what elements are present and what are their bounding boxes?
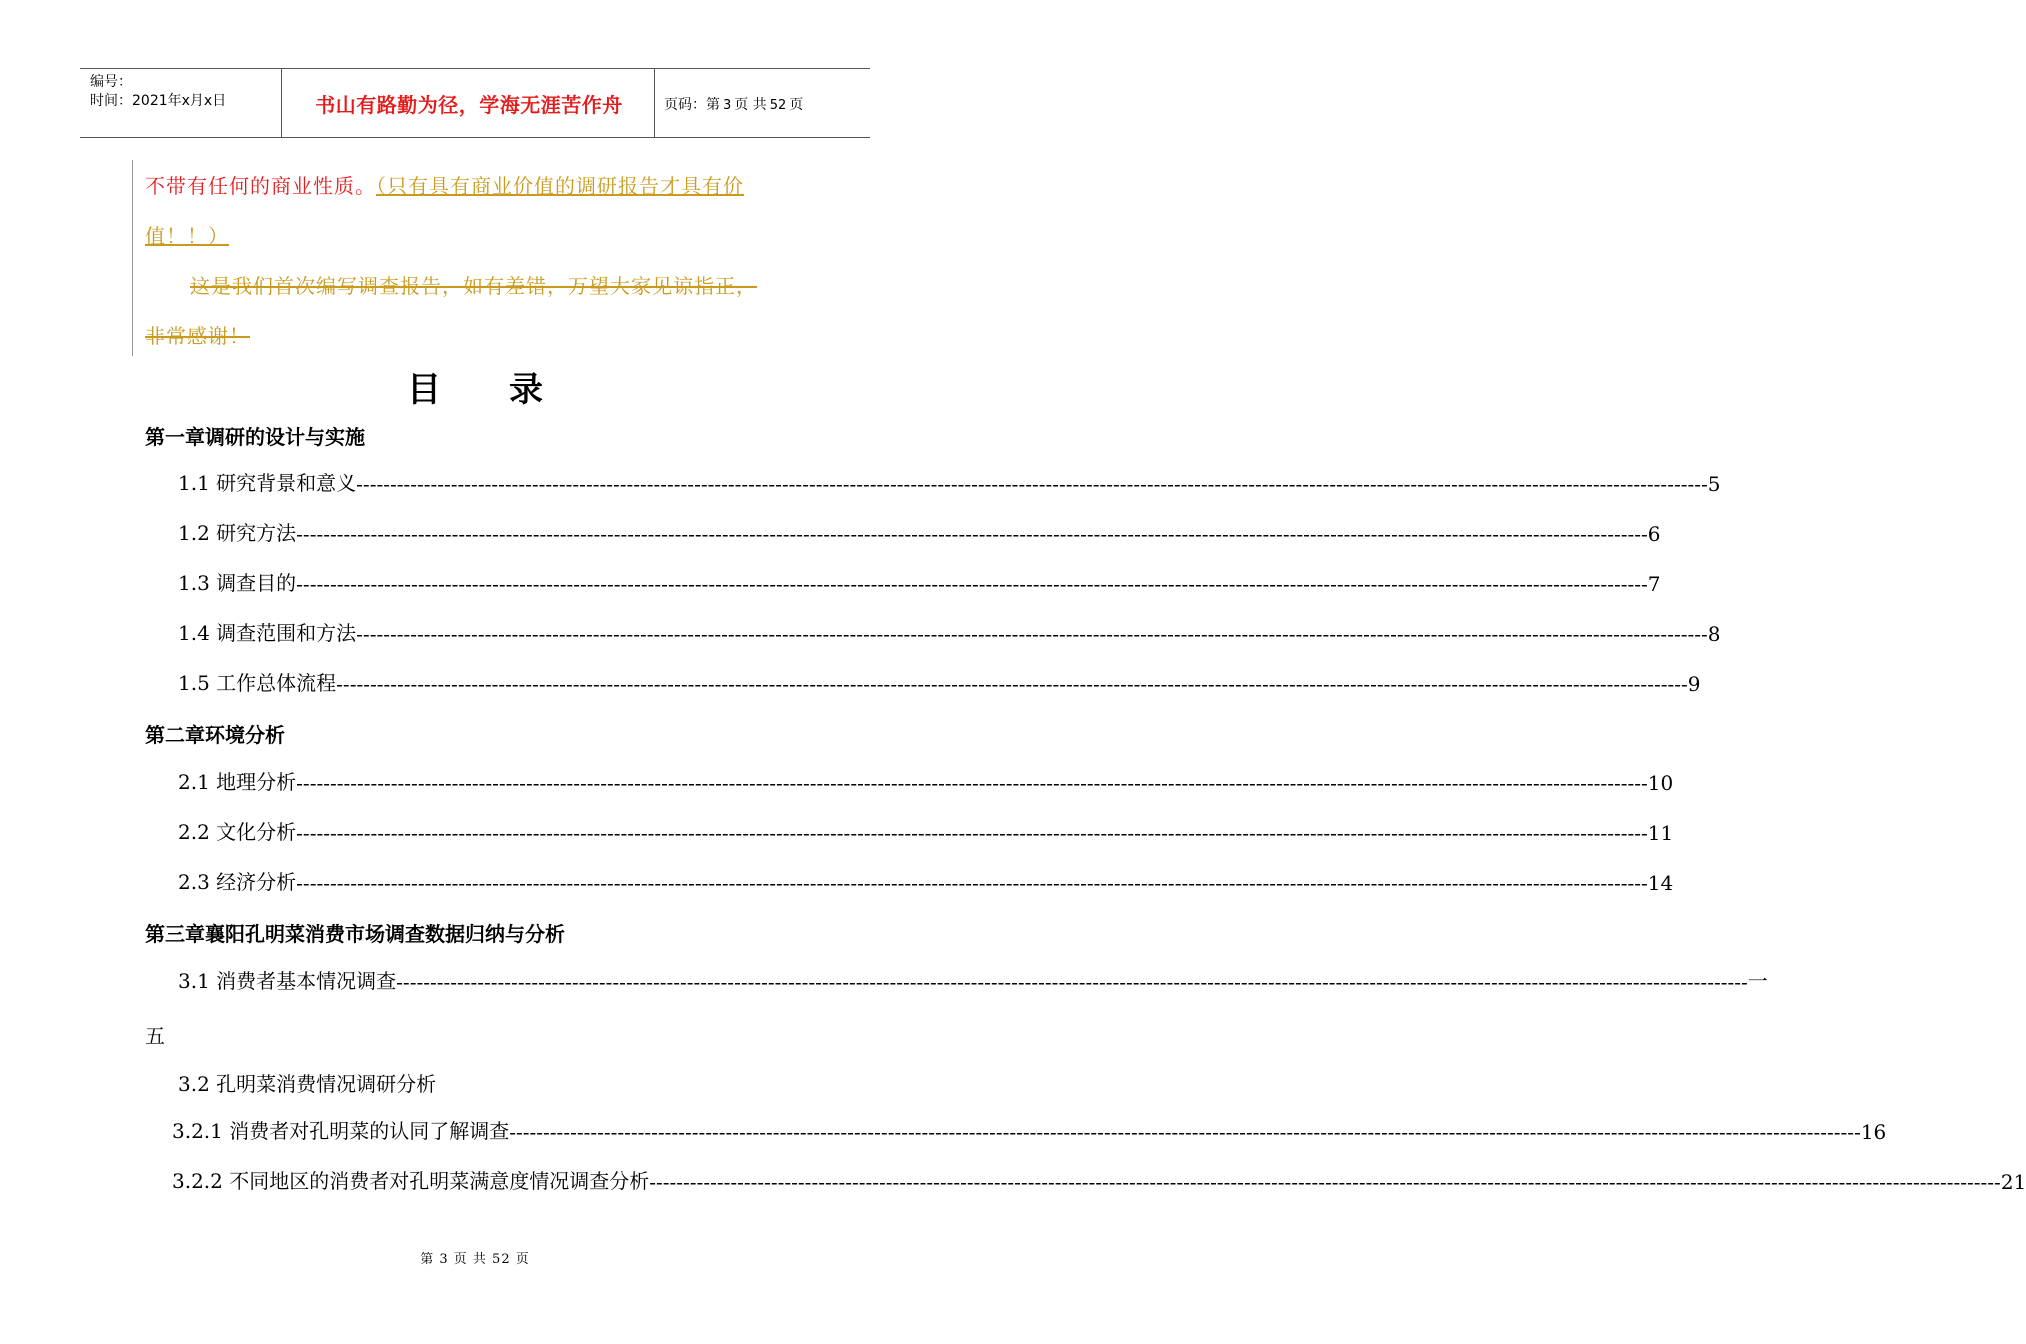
toc-entry-label: 3.2.1 消费者对孔明菜的认同了解调查 [172, 1119, 510, 1143]
deleted-text: 这是我们首次编写调查报告，如有差错，万望大家见谅指正， [190, 274, 757, 298]
header-divider [281, 69, 282, 137]
toc-entry-label: 1.4 调查范围和方法 [178, 621, 357, 645]
toc-leader: -------------------------------------------------------------------------------------------------------------------------------------------------------------------------------------------------------- [649, 1170, 2001, 1194]
page-suffix: 页 [789, 97, 804, 113]
toc-entry[interactable] [178, 666, 1701, 696]
red-text: 不带有任何的商业性质。 [145, 174, 376, 198]
toc-entry[interactable] [178, 815, 1674, 845]
toc-entry[interactable] [178, 466, 1721, 496]
toc-entry[interactable] [178, 765, 1674, 795]
toc-chapter-3: 第三章襄阳孔明菜消费市场调查数据归纳与分析 [145, 922, 565, 946]
toc-entry[interactable] [178, 516, 1661, 546]
toc-entry-label: 1.1 研究背景和意义 [178, 471, 357, 495]
page-prefix: 页码：第 [664, 97, 720, 113]
toc-entry-label: 1.5 工作总体流程 [178, 671, 337, 695]
toc-entry[interactable] [178, 566, 1661, 596]
toc-entry-page: 11 [1647, 821, 1674, 845]
toc-entry[interactable] [178, 865, 1674, 895]
toc-entry-label: 1.2 研究方法 [178, 521, 297, 545]
toc-leader: -------------------------------------------------------------------------------------------------------------------------------------------------------------------------------------------------------- [296, 771, 1648, 795]
toc-leader: -------------------------------------------------------------------------------------------------------------------------------------------------------------------------------------------------------- [296, 522, 1648, 546]
header-motto: 书山有路勤为径，学海无涯苦作舟 [315, 93, 623, 117]
toc-leader: -------------------------------------------------------------------------------------------------------------------------------------------------------------------------------------------------------- [396, 970, 1748, 994]
toc-entry-page: 14 [1647, 871, 1674, 895]
page-mid: 页 共 [734, 97, 767, 113]
toc-entry-page: 6 [1647, 522, 1661, 546]
toc-entry[interactable] [178, 616, 1721, 646]
toc-entry-label: 3.2.2 不同地区的消费者对孔明菜满意度情况调查分析 [172, 1169, 650, 1193]
toc-entry-page: 7 [1647, 572, 1661, 596]
toc-entry-page: 8 [1707, 622, 1721, 646]
toc-leader: -------------------------------------------------------------------------------------------------------------------------------------------------------------------------------------------------------- [356, 472, 1708, 496]
revision-bar [132, 160, 133, 356]
toc-entry-heading[interactable]: 3.2 孔明菜消费情况调研分析 [178, 1072, 437, 1096]
doc-time-label: 时间：2021年x月x日 [90, 93, 227, 109]
toc-entry-label: 2.2 文化分析 [178, 820, 297, 844]
header-page-info [664, 94, 803, 114]
toc-leader: -------------------------------------------------------------------------------------------------------------------------------------------------------------------------------------------------------- [356, 622, 1708, 646]
toc-leader: -------------------------------------------------------------------------------------------------------------------------------------------------------------------------------------------------------- [509, 1120, 1861, 1144]
doc-id-label: 编号： [90, 74, 132, 90]
body-line-2 [145, 220, 229, 249]
toc-chapter-2: 第二章环境分析 [145, 723, 285, 747]
toc-entry-label: 2.1 地理分析 [178, 770, 297, 794]
page-number: 3 [723, 98, 732, 113]
toc-entry-page: 一 [1747, 969, 1768, 993]
toc-title: 目 录 [407, 370, 543, 410]
toc-leader: -------------------------------------------------------------------------------------------------------------------------------------------------------------------------------------------------------- [296, 871, 1648, 895]
toc-entry-wrap: 五 [145, 1024, 165, 1048]
toc-entry[interactable] [178, 964, 1768, 994]
toc-leader: -------------------------------------------------------------------------------------------------------------------------------------------------------------------------------------------------------- [336, 672, 1688, 696]
inserted-text: （只有具有商业价值的调研报告才具有价 [376, 174, 744, 198]
body-line-4 [145, 320, 250, 349]
toc-leader: -------------------------------------------------------------------------------------------------------------------------------------------------------------------------------------------------------- [296, 821, 1648, 845]
toc-entry-page: 5 [1707, 472, 1721, 496]
inserted-text: 值！！） [145, 224, 229, 248]
page-total: 52 [769, 98, 787, 113]
toc-entry[interactable] [172, 1164, 2026, 1194]
body-line-1 [145, 170, 744, 199]
body-line-3 [190, 270, 757, 299]
toc-leader: -------------------------------------------------------------------------------------------------------------------------------------------------------------------------------------------------------- [296, 572, 1648, 596]
page-header [80, 68, 870, 138]
deleted-text: 非常感谢！ [145, 324, 250, 348]
toc-entry-page: 10 [1647, 771, 1674, 795]
page-footer: 第 3 页 共 52 页 [420, 1252, 530, 1267]
header-meta [90, 73, 226, 111]
toc-entry[interactable] [172, 1114, 1887, 1144]
toc-chapter-1: 第一章调研的设计与实施 [145, 425, 365, 449]
toc-entry-page: 16 [1860, 1120, 1887, 1144]
toc-entry-page: 21 [2000, 1170, 2026, 1194]
toc-entry-label: 3.1 消费者基本情况调查 [178, 969, 397, 993]
toc-entry-page: 9 [1687, 672, 1701, 696]
toc-entry-label: 2.3 经济分析 [178, 870, 297, 894]
header-divider [654, 69, 655, 137]
toc-entry-label: 1.3 调查目的 [178, 571, 297, 595]
